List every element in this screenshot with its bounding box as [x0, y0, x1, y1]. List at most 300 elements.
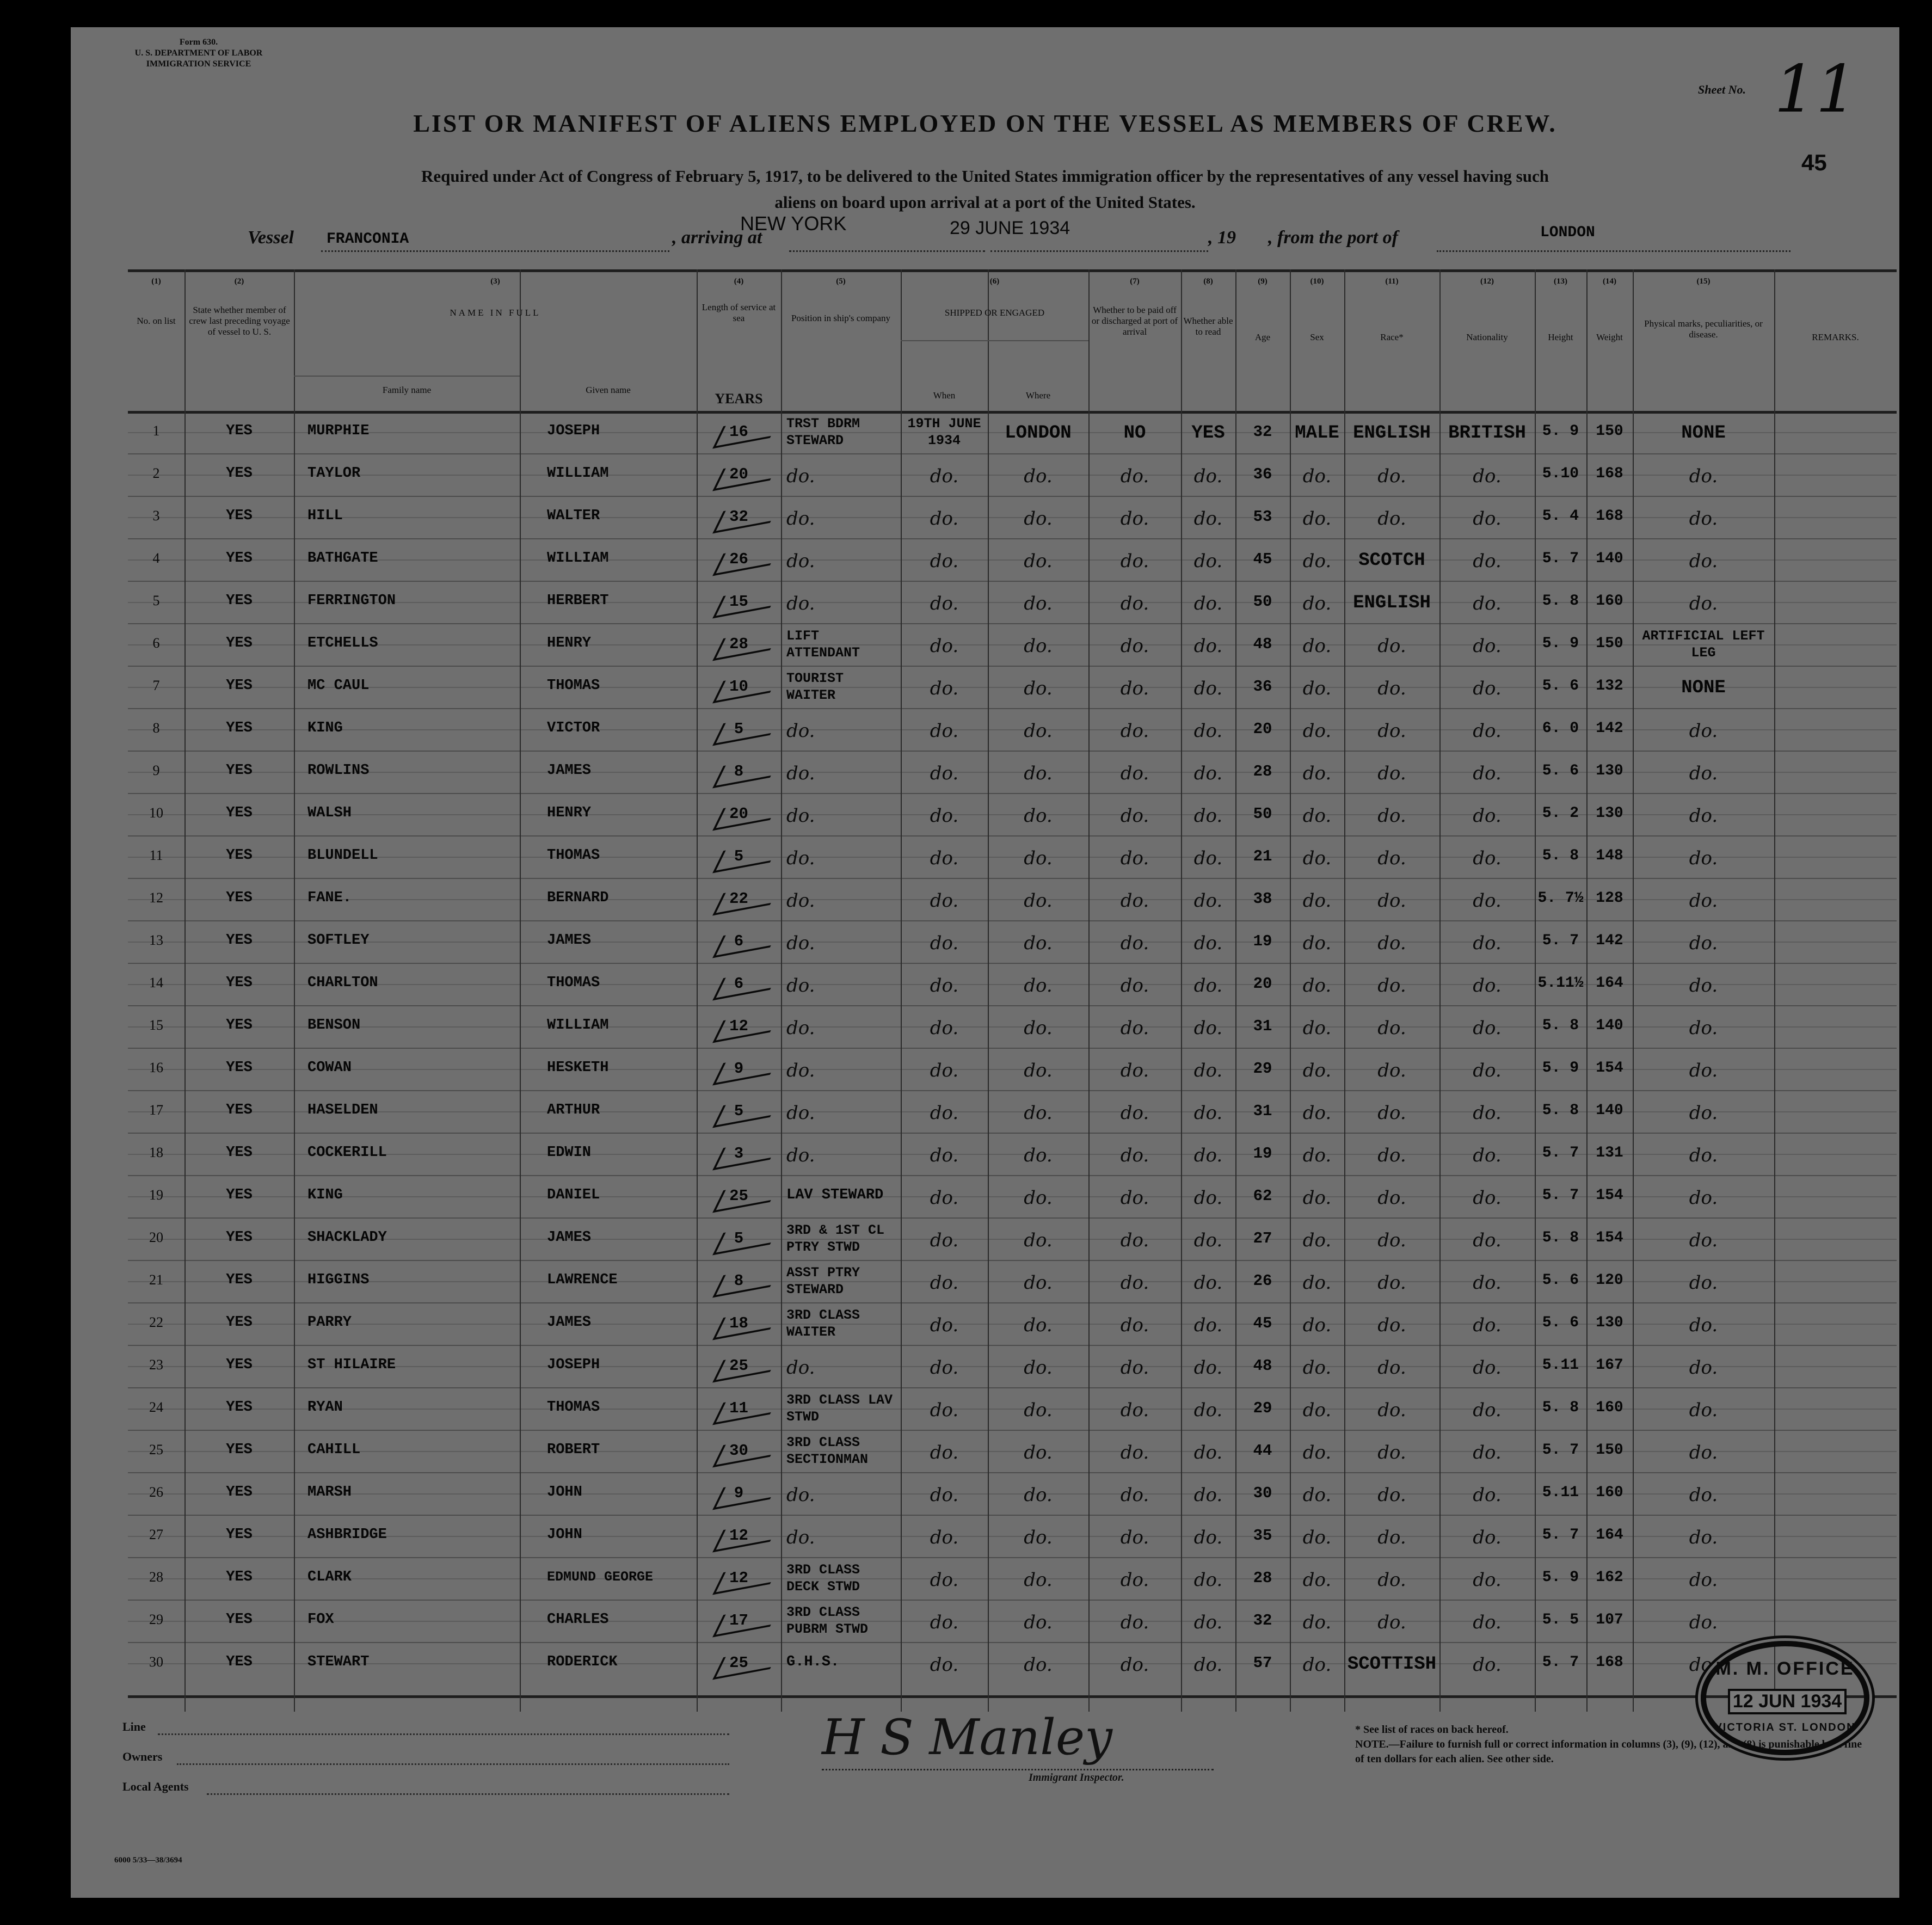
cell-no: 22	[149, 1314, 163, 1330]
cell-given: EDWIN	[547, 1145, 592, 1161]
cell-race: do.	[1377, 1442, 1406, 1463]
cell-nationality: do.	[1473, 1272, 1502, 1294]
cell-sex: do.	[1302, 1314, 1332, 1336]
cell-nationality: do.	[1473, 1612, 1502, 1633]
cell-years: 9	[734, 1484, 744, 1502]
signature-line	[822, 1769, 1214, 1770]
column-number: (14)	[1603, 277, 1616, 286]
header-paid-off: Whether to be paid off or discharged at port of arrival	[1091, 305, 1178, 337]
cell-age: 38	[1253, 890, 1272, 908]
cell-family: COWAN	[307, 1060, 352, 1076]
cell-race: do.	[1377, 975, 1406, 997]
cell-where: do.	[1024, 1145, 1053, 1166]
check-mark-icon	[712, 1137, 781, 1171]
cell-sex: do.	[1302, 932, 1332, 954]
date-line	[990, 250, 1208, 252]
cell-family: SHACKLADY	[307, 1229, 387, 1246]
cell-position: do.	[786, 508, 815, 530]
cell-weight: 164	[1596, 975, 1623, 992]
cell-family: STEWART	[307, 1654, 370, 1670]
line-field	[158, 1733, 729, 1735]
punch-hole	[22, 1173, 46, 1197]
inspector-signature: H S Manley	[822, 1709, 1113, 1766]
cell-nationality: do.	[1473, 1399, 1502, 1421]
cell-sex: do.	[1302, 1527, 1332, 1548]
cell-prev: YES	[226, 1442, 253, 1458]
header-remarks: REMARKS.	[1812, 332, 1859, 342]
row-rule	[128, 496, 1897, 497]
cell-no: 17	[149, 1102, 163, 1118]
cell-weight: 130	[1596, 805, 1623, 822]
stamp-location: VICTORIA ST. LONDON	[1714, 1721, 1856, 1733]
cell-given: THOMAS	[547, 1399, 600, 1416]
cell-paid: do.	[1120, 1612, 1149, 1633]
cell-height: 5.10	[1542, 465, 1579, 482]
form-number: Form 630.	[179, 38, 218, 47]
from-port: LONDON	[1540, 224, 1595, 241]
cell-read: do.	[1193, 1017, 1223, 1039]
cell-paid: do.	[1120, 1314, 1149, 1336]
row-rule	[128, 1387, 1897, 1388]
row-rule	[128, 793, 1897, 794]
cell-paid: do.	[1120, 1102, 1149, 1124]
header-length-service: Length of service at sea	[702, 302, 776, 323]
line-label: Line	[122, 1720, 146, 1733]
vessel-name-line	[321, 250, 669, 252]
row-rule	[128, 708, 1897, 709]
cell-read: do.	[1193, 1187, 1223, 1209]
cell-height: 6. 0	[1542, 720, 1579, 737]
cell-nationality: do.	[1473, 1484, 1502, 1506]
cell-height: 5. 7	[1542, 1187, 1579, 1204]
cell-family: ST HILAIRE	[307, 1357, 396, 1373]
cell-paid: do.	[1120, 932, 1149, 954]
arrival-date: 29 JUNE 1934	[950, 218, 1070, 238]
cell-years: 26	[729, 550, 748, 568]
cell-family: HILL	[307, 508, 343, 524]
cell-paid: do.	[1120, 1145, 1149, 1166]
cell-no: 4	[152, 550, 160, 566]
cell-position: do.	[786, 1357, 815, 1379]
row-rule	[128, 751, 1897, 752]
cell-sex: do.	[1302, 550, 1332, 572]
cell-when: do.	[930, 1272, 959, 1294]
cell-paid: do.	[1120, 1187, 1149, 1209]
cell-when: do.	[930, 678, 959, 699]
cell-when: do.	[930, 1314, 959, 1336]
subtitle-line: aliens on board upon arrival at a port of the United States.	[774, 193, 1196, 212]
cell-nationality: do.	[1473, 1569, 1502, 1591]
cell-height: 5. 7	[1542, 550, 1579, 567]
cell-age: 31	[1253, 1102, 1272, 1120]
cell-position: 3RD CLASS DECK STWD	[786, 1562, 860, 1595]
cell-nationality: do.	[1473, 1229, 1502, 1251]
cell-physical: NONE	[1681, 678, 1726, 698]
cell-given: THOMAS	[547, 678, 600, 694]
cell-nationality: do.	[1473, 678, 1502, 699]
cell-nationality: do.	[1473, 465, 1502, 487]
cell-when: do.	[930, 762, 959, 784]
cell-given: JAMES	[547, 1229, 592, 1246]
cell-given: WILLIAM	[547, 1017, 609, 1034]
cell-years: 12	[729, 1569, 748, 1587]
cell-where: do.	[1024, 847, 1053, 869]
cell-race: do.	[1377, 678, 1406, 699]
cell-where: do.	[1024, 805, 1053, 827]
cell-family: SOFTLEY	[307, 932, 370, 949]
cell-nationality: do.	[1473, 1060, 1502, 1081]
check-mark-icon	[712, 1095, 781, 1128]
cell-family: MURPHIE	[307, 423, 370, 439]
header-state-whether: State whether member of crew last preceding voyage of vessel to U. S.	[189, 305, 290, 337]
cell-race: do.	[1377, 1314, 1406, 1336]
row-rule	[128, 1048, 1897, 1049]
from-port-line	[1437, 250, 1791, 252]
cell-given: JAMES	[547, 762, 592, 779]
cell-when: do.	[930, 847, 959, 869]
column-number: (13)	[1554, 277, 1567, 286]
check-mark-icon	[712, 1647, 781, 1680]
cell-height: 5. 7	[1542, 1145, 1579, 1161]
cell-years: 25	[729, 1654, 748, 1672]
cell-weight: 148	[1596, 847, 1623, 864]
cell-physical: NONE	[1681, 423, 1726, 444]
cell-where: do.	[1024, 678, 1053, 699]
cell-years: 10	[729, 678, 748, 696]
cell-height: 5. 7½	[1537, 890, 1584, 907]
cell-height: 5. 8	[1542, 1399, 1579, 1416]
cell-age: 28	[1253, 762, 1272, 780]
check-mark-icon	[712, 1053, 781, 1086]
cell-physical: do.	[1689, 1654, 1718, 1676]
cell-family: PARRY	[307, 1314, 352, 1331]
cell-nationality: do.	[1473, 1527, 1502, 1548]
page-number: 45	[1801, 150, 1827, 175]
cell-sex: do.	[1302, 1399, 1332, 1421]
service: IMMIGRATION SERVICE	[146, 59, 251, 69]
cell-race: SCOTTISH	[1347, 1654, 1437, 1675]
header-when: When	[933, 390, 956, 401]
cell-position: do.	[786, 847, 815, 869]
cell-prev: YES	[226, 1272, 253, 1288]
punch-hole	[22, 653, 46, 677]
header-family-name: Family name	[382, 385, 432, 395]
owners-label: Owners	[122, 1750, 163, 1763]
cell-sex: do.	[1302, 1145, 1332, 1166]
cell-weight: 140	[1596, 1017, 1623, 1034]
cell-age: 62	[1253, 1187, 1272, 1205]
cell-given: BERNARD	[547, 890, 609, 906]
cell-years: 22	[729, 890, 748, 908]
cell-race: do.	[1377, 508, 1406, 530]
cell-when: do.	[930, 465, 959, 487]
cell-nationality: do.	[1473, 1102, 1502, 1124]
cell-paid: do.	[1120, 1060, 1149, 1081]
cell-prev: YES	[226, 932, 253, 949]
cell-physical: do.	[1689, 1527, 1718, 1548]
cell-age: 48	[1253, 635, 1272, 653]
cell-where: do.	[1024, 1272, 1053, 1294]
cell-paid: do.	[1120, 762, 1149, 784]
cell-years: 5	[734, 1102, 744, 1120]
punch-hole	[22, 1263, 46, 1287]
cell-height: 5. 8	[1542, 1229, 1579, 1246]
cell-prev: YES	[226, 1060, 253, 1076]
cell-no: 25	[149, 1442, 163, 1457]
cell-paid: do.	[1120, 508, 1149, 530]
cell-nationality: do.	[1473, 720, 1502, 742]
check-mark-icon	[712, 501, 781, 534]
cell-read: do.	[1193, 1569, 1223, 1591]
cell-no: 11	[149, 847, 163, 863]
cell-prev: YES	[226, 508, 253, 524]
cell-physical: do.	[1689, 1357, 1718, 1379]
cell-family: BATHGATE	[307, 550, 378, 567]
owners-field	[177, 1763, 729, 1765]
cell-weight: 162	[1596, 1569, 1623, 1586]
cell-family: KING	[307, 720, 343, 736]
cell-read: do.	[1193, 847, 1223, 869]
cell-age: 44	[1253, 1442, 1272, 1460]
cell-no: 6	[152, 635, 160, 651]
cell-years: 8	[734, 762, 744, 780]
arriving-line	[789, 250, 985, 252]
cell-age: 28	[1253, 1569, 1272, 1587]
cell-when: do.	[930, 1357, 959, 1379]
cell-paid: do.	[1120, 1654, 1149, 1676]
cell-given: JOHN	[547, 1484, 582, 1500]
cell-read: do.	[1193, 1145, 1223, 1166]
cell-weight: 160	[1596, 1484, 1623, 1501]
cell-where: do.	[1024, 635, 1053, 657]
cell-paid: do.	[1120, 1272, 1149, 1294]
cell-no: 26	[149, 1484, 163, 1500]
cell-years: 5	[734, 720, 744, 738]
cell-race: do.	[1377, 1484, 1406, 1506]
cell-position: ASST PTRY STEWARD	[786, 1265, 860, 1297]
cell-sex: do.	[1302, 1229, 1332, 1251]
cell-family: MARSH	[307, 1484, 352, 1500]
cell-prev: YES	[226, 1314, 253, 1331]
cell-when: do.	[930, 932, 959, 954]
cell-position: LIFT ATTENDANT	[786, 628, 860, 661]
cell-position: do.	[786, 1145, 815, 1166]
cell-position: TRST BDRM STEWARD	[786, 416, 860, 448]
cell-no: 3	[152, 508, 160, 524]
row-rule	[128, 623, 1897, 624]
cell-physical: do.	[1689, 1272, 1718, 1294]
cell-paid: do.	[1120, 678, 1149, 699]
cell-paid: do.	[1120, 720, 1149, 742]
cell-given: WILLIAM	[547, 550, 609, 567]
cell-no: 8	[152, 720, 160, 736]
print-code: 6000 5/33—38/3694	[114, 1856, 182, 1865]
penalty-note: NOTE.—Failure to furnish full or correct information in columns (3), (9), (12), and (8) is punishable by a fine of ten dollars for each alien. See other side.	[1355, 1738, 1862, 1765]
cell-nationality: do.	[1473, 550, 1502, 572]
cell-physical: do.	[1689, 508, 1718, 530]
cell-age: 53	[1253, 508, 1272, 526]
cell-age: 36	[1253, 678, 1272, 696]
cell-weight: 142	[1596, 932, 1623, 949]
check-mark-icon	[712, 1477, 781, 1510]
cell-read: do.	[1193, 1314, 1223, 1336]
column-number: (1)	[151, 277, 161, 286]
cell-race: do.	[1377, 762, 1406, 784]
cell-position: do.	[786, 550, 815, 572]
cell-where: do.	[1024, 1569, 1053, 1591]
cell-where: do.	[1024, 1357, 1053, 1379]
cell-when: do.	[930, 508, 959, 530]
column-number: (11)	[1385, 277, 1399, 286]
cell-weight: 164	[1596, 1527, 1623, 1543]
row-rule	[128, 1472, 1897, 1473]
cell-prev: YES	[226, 762, 253, 779]
cell-position: 3RD CLASS WAITER	[786, 1307, 860, 1340]
cell-physical: do.	[1689, 720, 1718, 742]
cell-paid: do.	[1120, 1569, 1149, 1591]
cell-race: do.	[1377, 1527, 1406, 1548]
cell-no: 21	[149, 1272, 163, 1288]
row-rule	[128, 1430, 1897, 1431]
row-rule	[128, 835, 1897, 837]
cell-weight: 168	[1596, 1654, 1623, 1671]
cell-read: do.	[1193, 1442, 1223, 1463]
cell-position: do.	[786, 975, 815, 997]
cell-race: do.	[1377, 1145, 1406, 1166]
cell-given: HERBERT	[547, 593, 609, 609]
cell-read: do.	[1193, 1612, 1223, 1633]
header-age: Age	[1254, 332, 1271, 342]
cell-when: do.	[930, 1399, 959, 1421]
crew-table	[128, 269, 1897, 1695]
cell-sex: do.	[1302, 1272, 1332, 1294]
cell-family: CHARLTON	[307, 975, 378, 991]
cell-when: do.	[930, 635, 959, 657]
cell-height: 5. 7	[1542, 1654, 1579, 1671]
column-number: (2)	[234, 277, 244, 286]
row-rule	[128, 1642, 1897, 1643]
cell-read: do.	[1193, 635, 1223, 657]
cell-physical: do.	[1689, 932, 1718, 954]
cell-given: JOHN	[547, 1527, 582, 1543]
cell-where: do.	[1024, 593, 1053, 614]
cell-race: do.	[1377, 932, 1406, 954]
cell-height: 5. 6	[1542, 1314, 1579, 1331]
arriving-port: NEW YORK	[740, 212, 847, 235]
cell-read: do.	[1193, 1484, 1223, 1506]
cell-given: VICTOR	[547, 720, 600, 736]
cell-weight: 132	[1596, 678, 1623, 694]
cell-nationality: do.	[1473, 1442, 1502, 1463]
cell-given: THOMAS	[547, 847, 600, 864]
cell-when: do.	[930, 1229, 959, 1251]
cell-where: do.	[1024, 762, 1053, 784]
cell-nationality: do.	[1473, 635, 1502, 657]
cell-family: ETCHELLS	[307, 635, 378, 651]
cell-height: 5. 2	[1542, 805, 1579, 822]
punch-hole	[22, 310, 46, 334]
cell-years: 6	[734, 975, 744, 993]
cell-height: 5. 9	[1542, 1569, 1579, 1586]
cell-family: MC CAUL	[307, 678, 370, 694]
cell-weight: 107	[1596, 1612, 1623, 1628]
cell-sex: do.	[1302, 508, 1332, 530]
cell-no: 16	[149, 1060, 163, 1075]
cell-prev: YES	[226, 1229, 253, 1246]
cell-paid: do.	[1120, 1442, 1149, 1463]
cell-weight: 150	[1596, 635, 1623, 652]
cell-years: 5	[734, 847, 744, 865]
cell-years: 25	[729, 1187, 748, 1205]
cell-age: 21	[1253, 847, 1272, 865]
header-name-in-full: NAME IN FULL	[450, 307, 541, 318]
cell-height: 5. 9	[1542, 423, 1579, 440]
cell-nationality: do.	[1473, 1357, 1502, 1379]
cell-nationality: do.	[1473, 1314, 1502, 1336]
cell-height: 5. 6	[1542, 1272, 1579, 1289]
cell-weight: 150	[1596, 1442, 1623, 1459]
row-rule	[128, 1217, 1897, 1219]
cell-height: 5. 8	[1542, 1102, 1579, 1119]
column-number: (7)	[1130, 277, 1140, 286]
cell-race: do.	[1377, 1357, 1406, 1379]
cell-no: 28	[149, 1569, 163, 1585]
cell-where: do.	[1024, 1102, 1053, 1124]
cell-position: 3RD & 1ST CL PTRY STWD	[786, 1222, 885, 1255]
cell-race: do.	[1377, 1229, 1406, 1251]
cell-height: 5. 7	[1542, 1527, 1579, 1543]
cell-physical: do.	[1689, 1484, 1718, 1506]
cell-sex: do.	[1302, 465, 1332, 487]
check-mark-icon	[712, 543, 781, 576]
cell-when: do.	[930, 1442, 959, 1463]
cell-read: do.	[1193, 1527, 1223, 1548]
cell-given: JAMES	[547, 932, 592, 949]
cell-given: ARTHUR	[547, 1102, 600, 1118]
check-mark-icon	[712, 1222, 781, 1256]
cell-position: LAV STEWARD	[786, 1187, 884, 1203]
cell-paid: do.	[1120, 1527, 1149, 1548]
cell-years: 12	[729, 1017, 748, 1035]
cell-age: 19	[1253, 1145, 1272, 1163]
cell-prev: YES	[226, 1187, 253, 1203]
cell-years: 3	[734, 1145, 744, 1163]
cell-read: do.	[1193, 508, 1223, 530]
cell-age: 50	[1253, 805, 1272, 823]
cell-race: ENGLISH	[1353, 593, 1431, 613]
cell-family: RYAN	[307, 1399, 343, 1416]
cell-sex: do.	[1302, 635, 1332, 657]
cell-race: do.	[1377, 847, 1406, 869]
cell-nationality: do.	[1473, 805, 1502, 827]
cell-family: KING	[307, 1187, 343, 1203]
row-rule	[128, 1133, 1897, 1134]
cell-read: do.	[1193, 1102, 1223, 1124]
cell-when: do.	[930, 1484, 959, 1506]
cell-family: HASELDEN	[307, 1102, 378, 1118]
cell-sex: do.	[1302, 593, 1332, 614]
cell-position: do.	[786, 1527, 815, 1548]
cell-family: BLUNDELL	[307, 847, 378, 864]
cell-nationality: do.	[1473, 975, 1502, 997]
cell-prev: YES	[226, 1527, 253, 1543]
cell-when: do.	[930, 1612, 959, 1633]
cell-given: HENRY	[547, 805, 592, 821]
cell-race: do.	[1377, 1569, 1406, 1591]
cell-sex: do.	[1302, 1569, 1332, 1591]
cell-weight: 131	[1596, 1145, 1623, 1161]
cell-read: do.	[1193, 805, 1223, 827]
